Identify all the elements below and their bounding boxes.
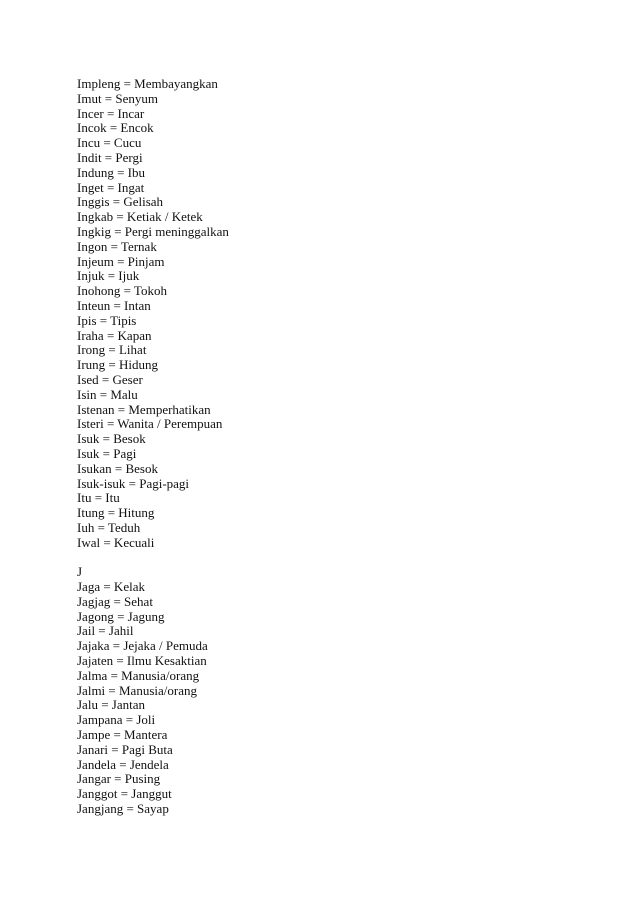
entry-line: Imut = Senyum bbox=[77, 90, 158, 106]
section-heading-j: J bbox=[77, 564, 83, 580]
entry-line: Iraha = Kapan bbox=[77, 327, 152, 343]
entry-line: Itung = Hitung bbox=[77, 505, 155, 521]
entry-line: Jalu = Jantan bbox=[77, 697, 145, 713]
entry-line: Jandela = Jendela bbox=[77, 756, 169, 772]
entry-line: Jaga = Kelak bbox=[77, 579, 145, 595]
entry-line: Jagong = Jagung bbox=[77, 608, 165, 624]
entry-line: Incok = Encok bbox=[77, 120, 154, 136]
entry-line: Jajaka = Jejaka / Pemuda bbox=[77, 638, 208, 654]
entry-line: Incu = Cucu bbox=[77, 135, 142, 151]
entry-line: Ipis = Tipis bbox=[77, 312, 137, 328]
entry-line: Janari = Pagi Buta bbox=[77, 741, 173, 757]
section-j-list bbox=[77, 565, 597, 817]
entry-line: Isin = Malu bbox=[77, 386, 138, 402]
entry-line: Incer = Incar bbox=[77, 105, 145, 121]
entry-line: Iwal = Kecuali bbox=[77, 534, 155, 550]
entry-line: Jangar = Pusing bbox=[77, 771, 161, 787]
entry-line: Irong = Lihat bbox=[77, 342, 147, 358]
entry-line: Isuk = Besok bbox=[77, 431, 146, 447]
document-page bbox=[77, 77, 597, 817]
entry-line: Isuk = Pagi bbox=[77, 445, 137, 461]
entry-line: Istenan = Memperhatikan bbox=[77, 401, 211, 417]
entry-line: Iuh = Teduh bbox=[77, 519, 141, 535]
entry-line: Jangjang = Sayap bbox=[77, 801, 169, 817]
entry-line: Jalmi = Manusia/orang bbox=[77, 682, 197, 698]
entry-line: Ingon = Ternak bbox=[77, 238, 157, 254]
entry-line: Inget = Ingat bbox=[77, 179, 145, 195]
section-i-list bbox=[77, 77, 597, 551]
entry-line: Indung = Ibu bbox=[77, 164, 145, 180]
entry-line: Ingkig = Pergi meninggalkan bbox=[77, 223, 229, 239]
entry-line: Jajaten = Ilmu Kesaktian bbox=[77, 653, 207, 669]
entry-line: Injeum = Pinjam bbox=[77, 253, 165, 269]
entry-line: Indit = Pergi bbox=[77, 149, 143, 165]
entry-line: Isukan = Besok bbox=[77, 460, 158, 476]
entry-line: Janggot = Janggut bbox=[77, 786, 172, 802]
entry-line: Isteri = Wanita / Perempuan bbox=[77, 416, 223, 432]
entry-line: Inggis = Gelisah bbox=[77, 194, 164, 210]
entry-line: Ised = Geser bbox=[77, 371, 143, 387]
entry-line: Ingkab = Ketiak / Ketek bbox=[77, 209, 203, 225]
entry-line: Irung = Hidung bbox=[77, 357, 158, 373]
entry-line: Jalma = Manusia/orang bbox=[77, 667, 200, 683]
entry-line: Injuk = Ijuk bbox=[77, 268, 140, 284]
entry-line: Jail = Jahil bbox=[77, 623, 134, 639]
entry-line: Isuk-isuk = Pagi-pagi bbox=[77, 475, 190, 491]
entry-line: Impleng = Membayangkan bbox=[77, 76, 218, 91]
entry-line: Jagjag = Sehat bbox=[77, 593, 153, 609]
entry-line: Itu = Itu bbox=[77, 490, 120, 506]
section-gap bbox=[77, 551, 597, 566]
entry-line: Inohong = Tokoh bbox=[77, 283, 167, 299]
entry-line: Inteun = Intan bbox=[77, 297, 151, 313]
entry-line: Jampe = Mantera bbox=[77, 727, 168, 743]
entry-line: Jampana = Joli bbox=[77, 712, 156, 728]
